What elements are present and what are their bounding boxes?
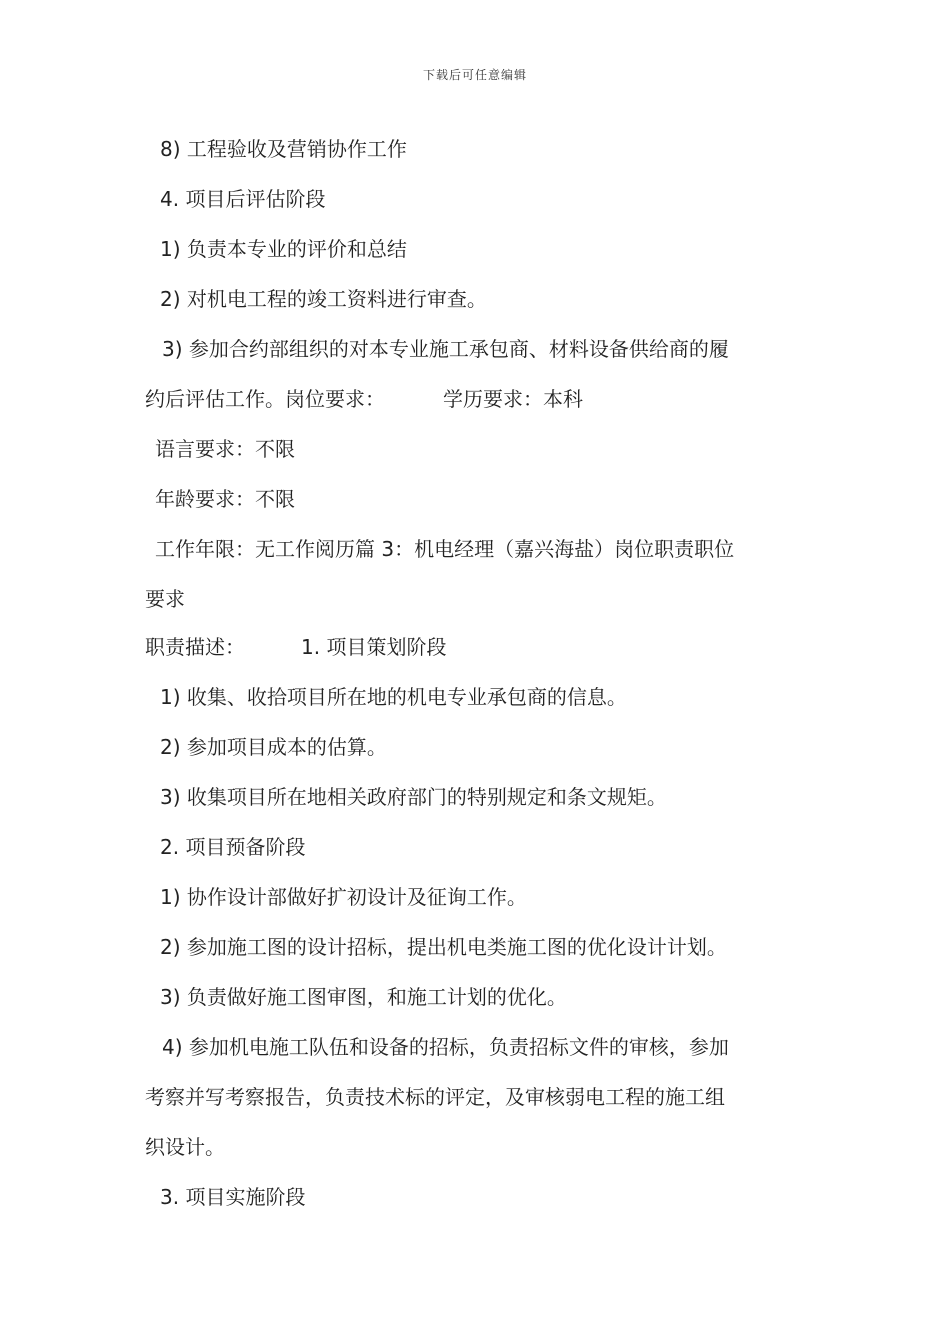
text-line: 要求: [145, 587, 185, 611]
text-line: 年龄要求：不限: [155, 487, 295, 511]
text-line: 工作年限：无工作阅历篇 3：机电经理（嘉兴海盐）岗位职责职位: [155, 537, 735, 561]
text-line: 1) 收集、收拾项目所在地的机电专业承包商的信息。: [160, 685, 627, 709]
text-line: 4. 项目后评估阶段: [160, 187, 326, 211]
text-line: 8) 工程验收及营销协作工作: [160, 137, 407, 161]
text-line: 2) 参加施工图的设计招标，提出机电类施工图的优化设计计划。: [160, 935, 727, 959]
text-segment: 约后评估工作。岗位要求：: [145, 387, 385, 411]
text-line: 3) 参加合约部组织的对本专业施工承包商、材料设备供给商的履: [162, 337, 729, 361]
text-line: 2) 参加项目成本的估算。: [160, 735, 387, 759]
text-line: 2. 项目预备阶段: [160, 835, 306, 859]
text-segment: 1. 项目策划阶段: [301, 635, 447, 659]
text-line: 考察并写考察报告，负责技术标的评定，及审核弱电工程的施工组: [145, 1085, 725, 1109]
text-segment: 学历要求：本科: [443, 387, 583, 411]
text-line: [145, 633, 815, 661]
text-segment: 职责描述：: [145, 635, 245, 659]
text-line: 语言要求：不限: [155, 437, 295, 461]
page-header: 下载后可任意编辑: [422, 68, 527, 82]
text-line: 1) 负责本专业的评价和总结: [160, 237, 407, 261]
text-line: 2) 对机电工程的竣工资料进行审查。: [160, 287, 487, 311]
text-line: 4) 参加机电施工队伍和设备的招标，负责招标文件的审核，参加: [162, 1035, 729, 1059]
text-line: 3. 项目实施阶段: [160, 1185, 306, 1209]
text-line: 织设计。: [145, 1135, 225, 1159]
text-line: 3) 负责做好施工图审图，和施工计划的优化。: [160, 985, 567, 1009]
text-line: 3) 收集项目所在地相关政府部门的特别规定和条文规矩。: [160, 785, 667, 809]
text-line: [145, 385, 815, 413]
text-line: 1) 协作设计部做好扩初设计及征询工作。: [160, 885, 527, 909]
